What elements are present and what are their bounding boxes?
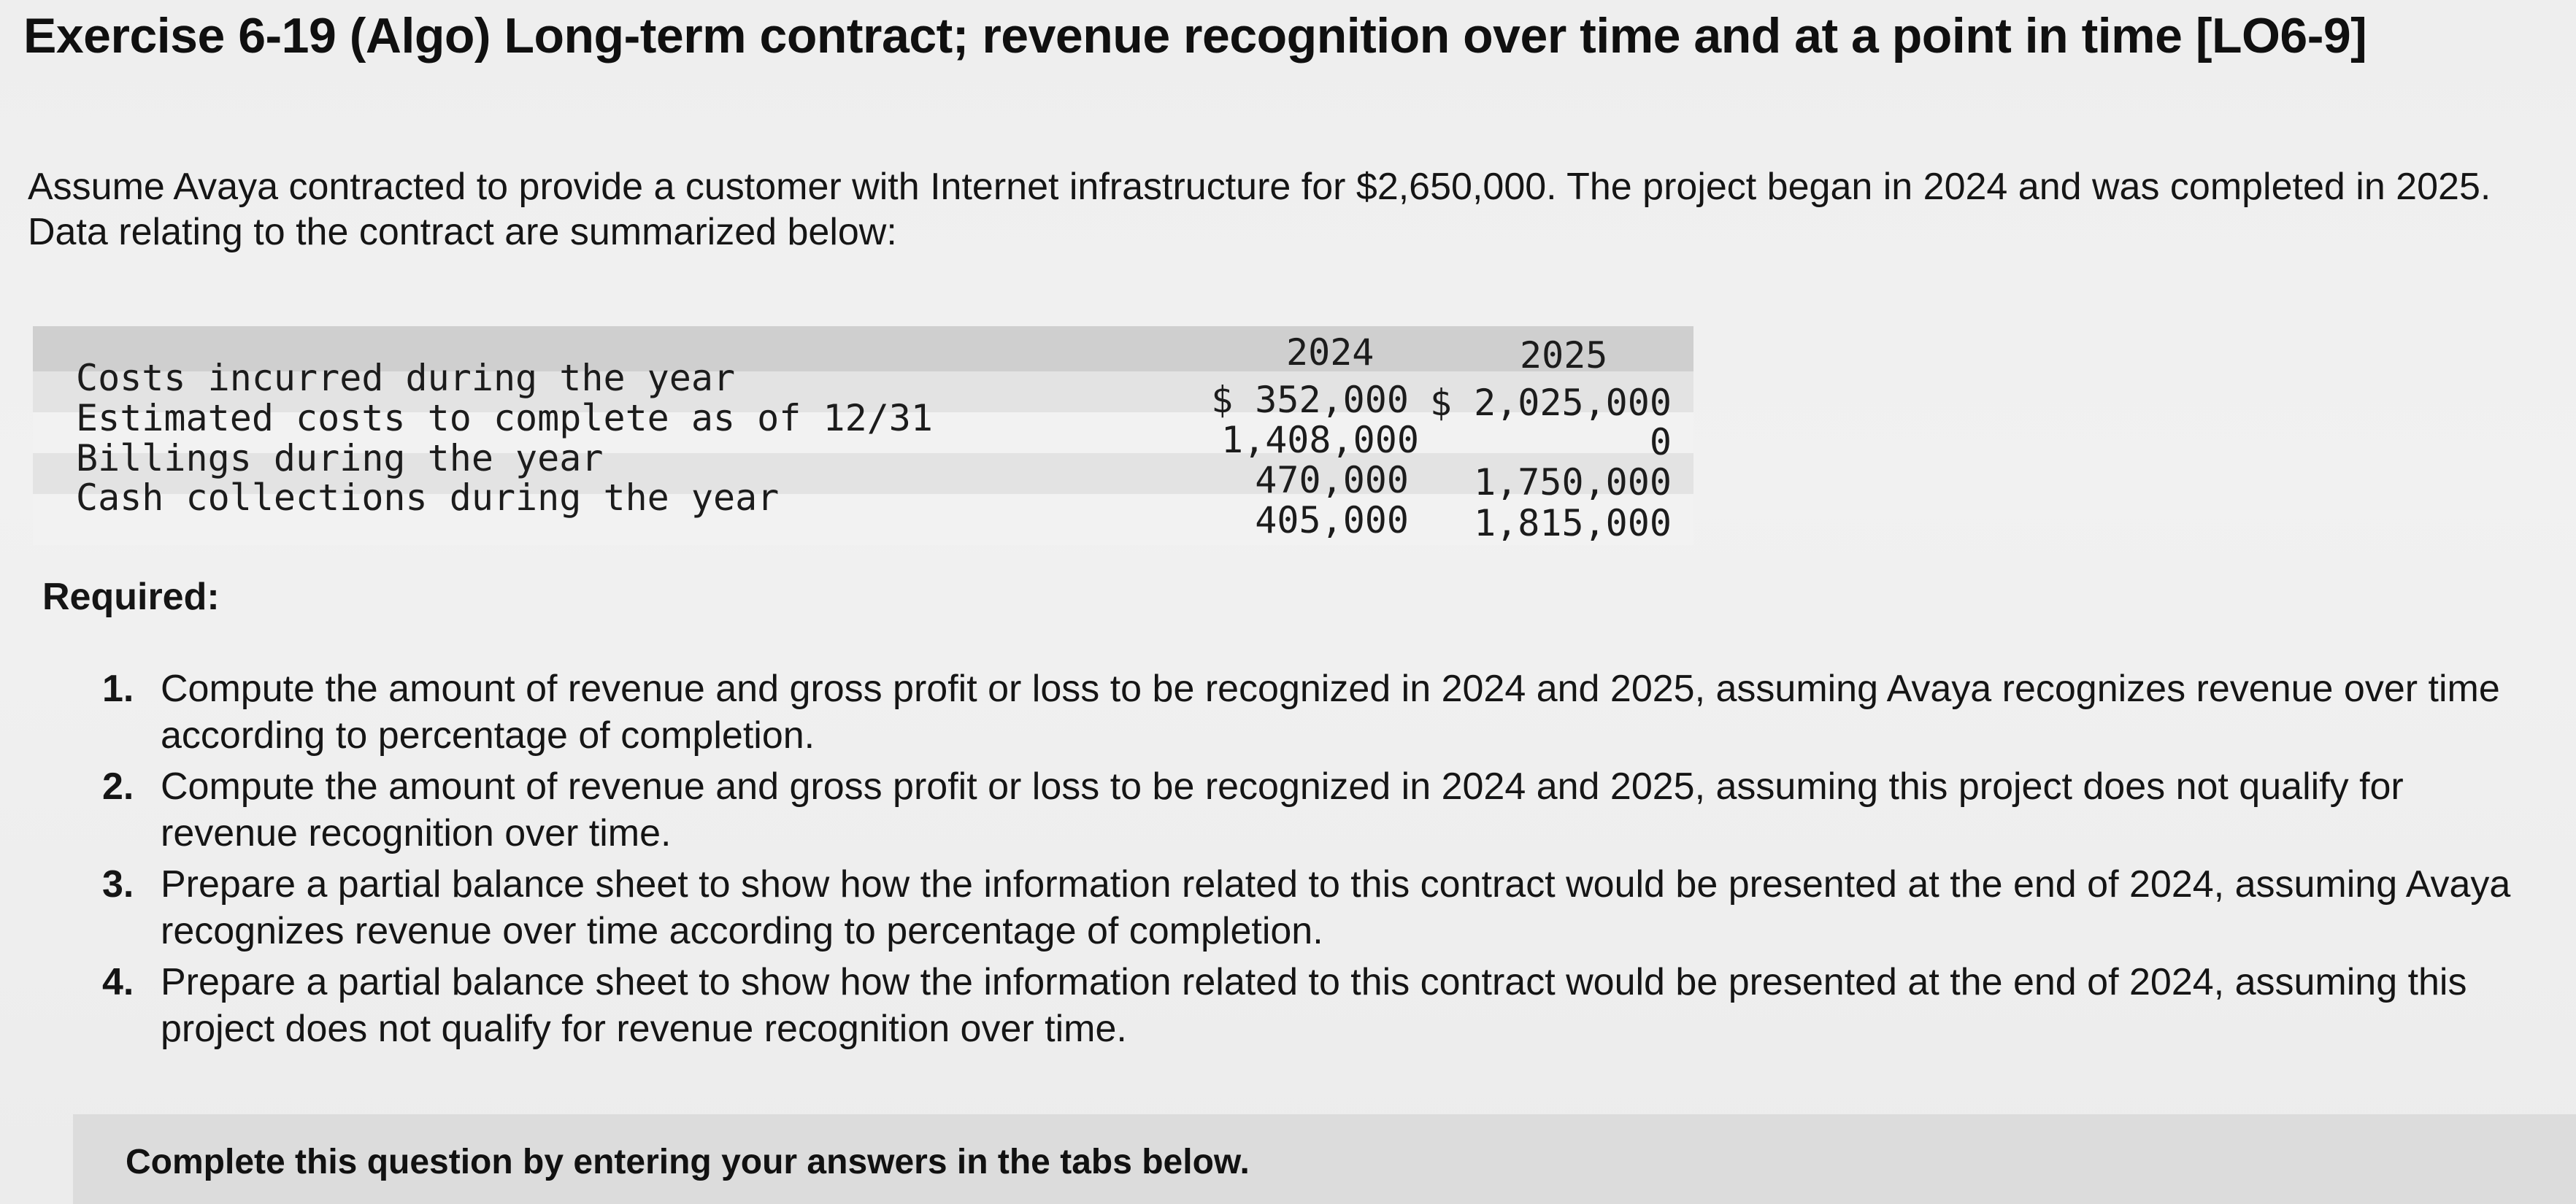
row-label-estimated-costs: Estimated costs to complete as of 12/31 [76, 397, 933, 439]
value-2025-estimated-costs: 0 [1649, 421, 1672, 463]
required-list [102, 665, 2511, 1057]
required-heading: Required: [42, 576, 220, 618]
column-header-2024: 2024 [1286, 331, 1374, 374]
value-2024-billings: 470,000 [1255, 459, 1409, 501]
column-header-2025: 2025 [1520, 334, 1608, 377]
value-2024-estimated-costs: 1,408,000 [1221, 419, 1419, 461]
row-label-billings: Billings during the year [76, 437, 604, 479]
item-number: 3. [102, 863, 134, 906]
item-text: Prepare a partial balance sheet to show how the information related to this contract would be presented at the end of 2024, assuming Avaya recognizes revenue over time according to percentage of completion. [161, 863, 2511, 952]
value-2025-costs-incurred: $ 2,025,000 [1429, 382, 1672, 424]
row-label-cash-collections: Cash collections during the year [76, 476, 780, 519]
row-label-costs-incurred: Costs incurred during the year [76, 357, 736, 399]
item-number: 2. [102, 765, 134, 808]
item-text: Compute the amount of revenue and gross profit or loss to be recognized in 2024 and 2025, assuming Avaya recognizes revenue over time according to percentage of completion. [161, 668, 2500, 757]
item-number: 1. [102, 668, 134, 710]
contract-data-table [33, 326, 1693, 545]
instruction-bar [73, 1114, 2576, 1204]
list-item [102, 665, 2511, 759]
value-2025-billings: 1,750,000 [1474, 461, 1672, 503]
list-item [102, 861, 2511, 954]
item-text: Compute the amount of revenue and gross profit or loss to be recognized in 2024 and 2025, assuming this project does not qualify for revenue recognition over time. [161, 765, 2404, 854]
exercise-title: Exercise 6-19 (Algo) Long-term contract; revenue recognition over time and at a point in time [LO6-9] [23, 8, 2367, 63]
list-item [102, 763, 2511, 857]
list-item [102, 959, 2511, 1052]
value-2024-costs-incurred: $ 352,000 [1211, 379, 1409, 421]
value-2025-cash-collections: 1,815,000 [1474, 502, 1672, 544]
instruction-text: Complete this question by entering your answers in the tabs below. [126, 1143, 1250, 1181]
exercise-intro: Assume Avaya contracted to provide a customer with Internet infrastructure for $2,650,000. The project began in 2024 and was completed in 2025. Data relating to the contract are summarized below: [28, 166, 2491, 253]
value-2024-cash-collections: 405,000 [1255, 499, 1409, 541]
item-number: 4. [102, 961, 134, 1003]
item-text: Prepare a partial balance sheet to show how the information related to this contract would be presented at the end of 2024, assuming this project does not qualify for revenue recognition over time. [161, 961, 2467, 1050]
